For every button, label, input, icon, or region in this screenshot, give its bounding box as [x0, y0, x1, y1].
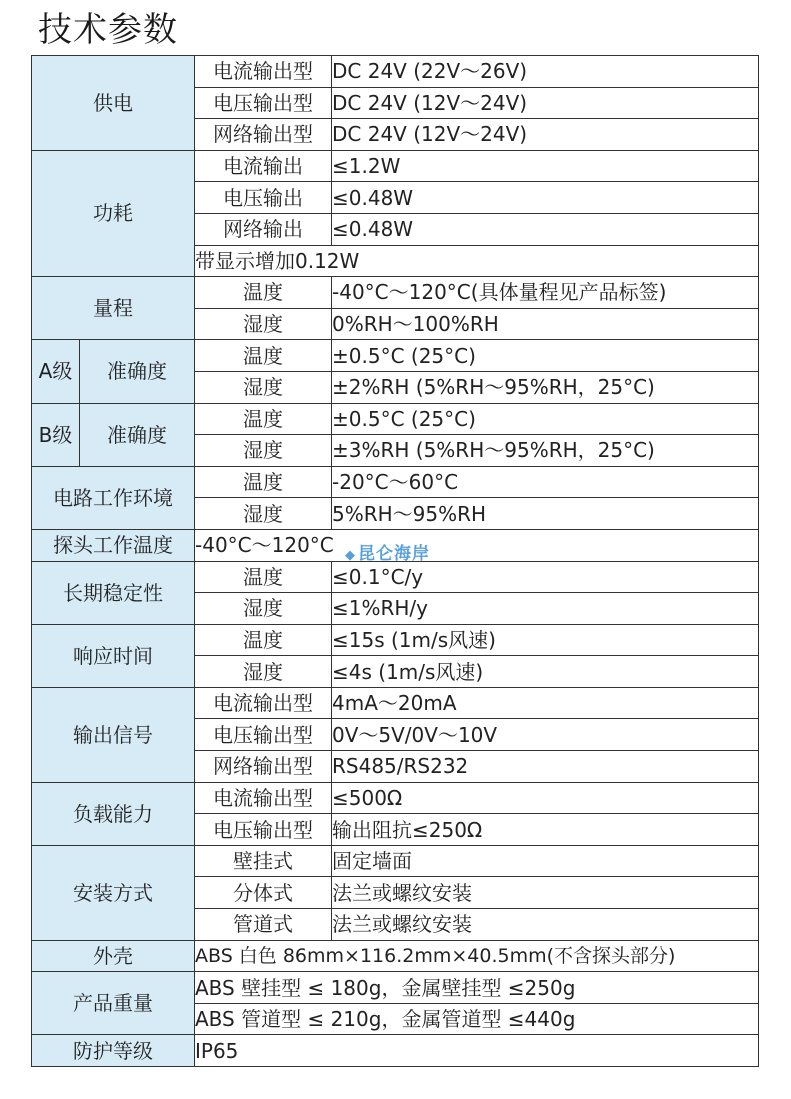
grade-a-label: A级: [32, 340, 80, 403]
table-row: [32, 150, 759, 182]
sub-label: 电压输出: [195, 182, 332, 214]
table-row: [32, 687, 759, 719]
watermark-text: 昆仑海岸: [358, 544, 430, 564]
value-cell: DC 24V (12V～24V): [332, 87, 759, 119]
sub-label: 电流输出: [195, 150, 332, 182]
sub-label: 温度: [195, 277, 332, 309]
sub-label: 温度: [195, 340, 332, 372]
sub-label: 分体式: [195, 877, 332, 909]
value-cell: ±0.5°C (25°C): [332, 340, 759, 372]
row-header-probe-temp: 探头工作温度: [32, 529, 195, 561]
value-cell: -20°C～60°C: [332, 466, 759, 498]
value-cell: ≤1.2W: [332, 150, 759, 182]
value-cell: 4mA～20mA: [332, 687, 759, 719]
sub-label: 湿度: [195, 435, 332, 467]
sub-label: 湿度: [195, 498, 332, 530]
value-cell: -40°C～120°C: [195, 529, 759, 561]
table-row: [32, 624, 759, 656]
value-cell: ABS 壁挂型 ≤ 180g，金属壁挂型 ≤250g: [195, 972, 759, 1004]
sub-label: 电流输出型: [195, 56, 332, 88]
value-cell: ≤1%RH/y: [332, 593, 759, 625]
value-cell: DC 24V (22V～26V): [332, 56, 759, 88]
value-cell: ≤0.1°C/y: [332, 561, 759, 593]
page-title: 技术参数: [38, 10, 178, 50]
value-cell: ≤0.48W: [332, 182, 759, 214]
row-header-accuracy-a: 准确度: [80, 340, 195, 403]
row-header-install: 安装方式: [32, 845, 195, 940]
row-header-range: 量程: [32, 277, 195, 340]
sub-label: 电流输出型: [195, 687, 332, 719]
value-cell: ≤0.48W: [332, 213, 759, 245]
row-header-power-consumption: 功耗: [32, 150, 195, 276]
row-header-circuit-env: 电路工作环境: [32, 466, 195, 529]
value-cell: 0%RH～100%RH: [332, 308, 759, 340]
value-cell: ≤500Ω: [332, 782, 759, 814]
watermark-logo: [345, 539, 430, 564]
value-cell: ≤15s (1m/s风速): [332, 624, 759, 656]
sub-label: 湿度: [195, 656, 332, 688]
value-cell: 输出阻抗≤250Ω: [332, 814, 759, 846]
value-cell: ±2%RH (5%RH～95%RH，25°C): [332, 371, 759, 403]
value-cell: ≤4s (1m/s风速): [332, 656, 759, 688]
value-cell: ±0.5°C (25°C): [332, 403, 759, 435]
row-header-weight: 产品重量: [32, 972, 195, 1035]
value-cell: 法兰或螺纹安装: [332, 909, 759, 941]
sub-label: 管道式: [195, 909, 332, 941]
row-header-power-supply: 供电: [32, 56, 195, 151]
value-cell: 法兰或螺纹安装: [332, 877, 759, 909]
row-header-load: 负载能力: [32, 782, 195, 845]
table-row: [32, 466, 759, 498]
value-cell: DC 24V (12V～24V): [332, 119, 759, 151]
value-cell: 0V～5V/0V～10V: [332, 719, 759, 751]
sub-label: 温度: [195, 624, 332, 656]
value-cell: -40°C～120°C(具体量程见产品标签): [332, 277, 759, 309]
sub-label: 温度: [195, 403, 332, 435]
sub-label: 电压输出型: [195, 814, 332, 846]
sub-label: 湿度: [195, 371, 332, 403]
sub-label: 温度: [195, 561, 332, 593]
value-cell: RS485/RS232: [332, 751, 759, 783]
table-row: [32, 940, 759, 972]
display-note: 带显示增加0.12W: [195, 245, 759, 277]
sub-label: 网络输出型: [195, 751, 332, 783]
row-header-accuracy-b: 准确度: [80, 403, 195, 466]
logo-icon: ◆: [345, 548, 356, 563]
sub-label: 电压输出型: [195, 87, 332, 119]
table-row: [32, 403, 759, 435]
sub-label: 湿度: [195, 308, 332, 340]
row-header-protection: 防护等级: [32, 1035, 195, 1067]
table-row: [32, 1035, 759, 1067]
row-header-response: 响应时间: [32, 624, 195, 687]
table-row: [32, 277, 759, 309]
sub-label: 网络输出型: [195, 119, 332, 151]
value-cell: IP65: [195, 1035, 759, 1067]
row-header-stability: 长期稳定性: [32, 561, 195, 624]
sub-label: 湿度: [195, 593, 332, 625]
sub-label: 温度: [195, 466, 332, 498]
row-header-housing: 外壳: [32, 940, 195, 972]
table-row: [32, 845, 759, 877]
value-cell: ABS 白色 86mm×116.2mm×40.5mm(不含探头部分): [195, 940, 759, 972]
sub-label: 电压输出型: [195, 719, 332, 751]
value-cell: ±3%RH (5%RH～95%RH，25°C): [332, 435, 759, 467]
table-row: [32, 561, 759, 593]
value-cell: 固定墙面: [332, 845, 759, 877]
table-row: [32, 56, 759, 88]
sub-label: 网络输出: [195, 213, 332, 245]
sub-label: 壁挂式: [195, 845, 332, 877]
row-header-output: 输出信号: [32, 687, 195, 782]
value-cell: 5%RH～95%RH: [332, 498, 759, 530]
value-cell: ABS 管道型 ≤ 210g，金属管道型 ≤440g: [195, 1003, 759, 1035]
sub-label: 电流输出型: [195, 782, 332, 814]
grade-b-label: B级: [32, 403, 80, 466]
table-row: [32, 340, 759, 372]
table-row: [32, 782, 759, 814]
table-row: [32, 972, 759, 1004]
